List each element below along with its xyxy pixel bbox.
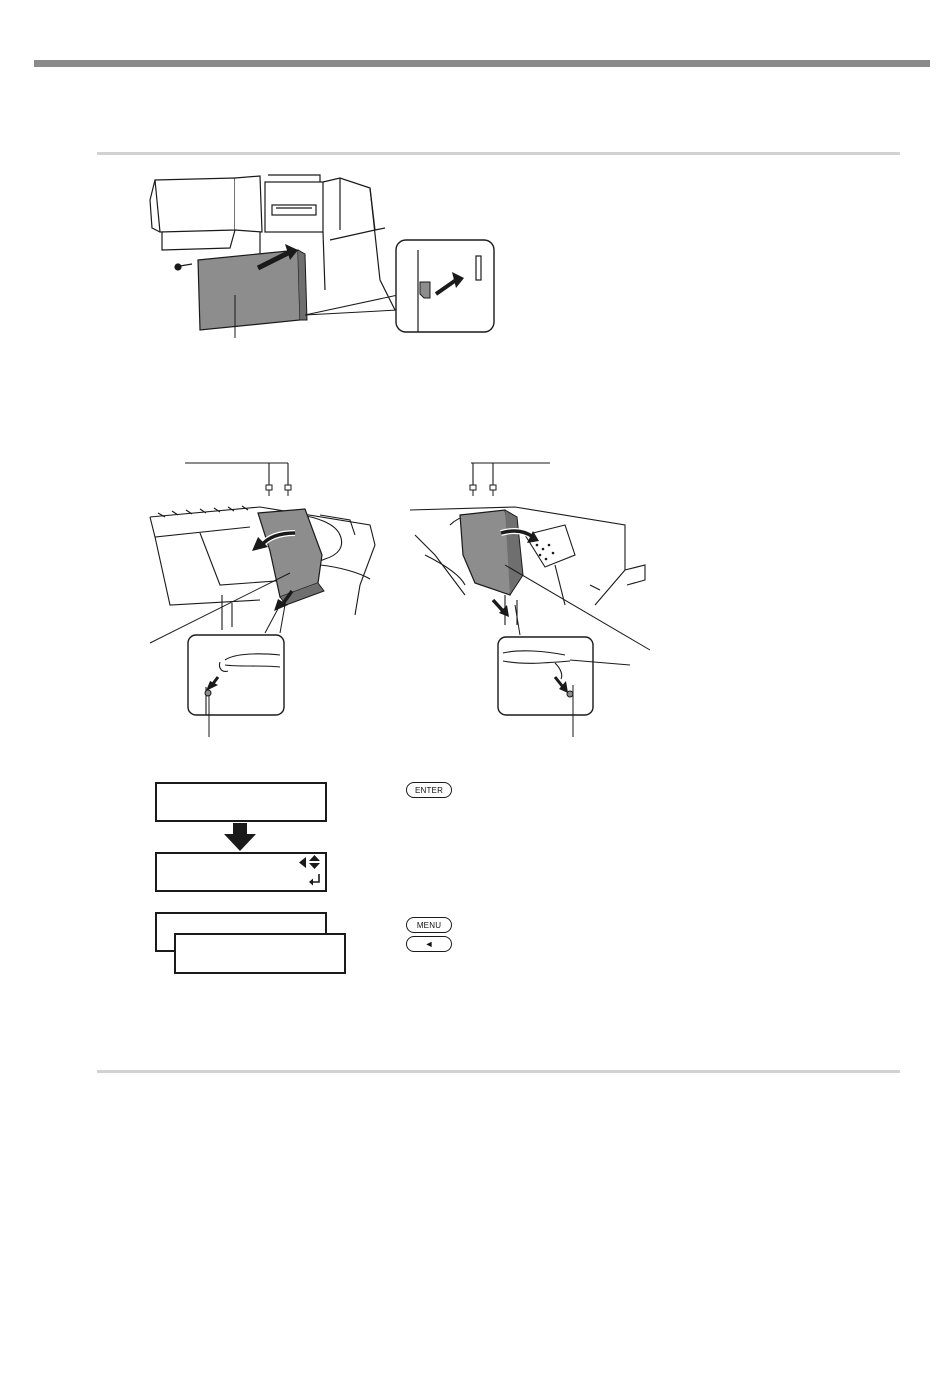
left-arrow-key-label: ◄ <box>424 939 434 949</box>
lcd-display-after <box>155 852 327 892</box>
left-side-cover-illustration <box>140 455 390 745</box>
header-bar <box>34 60 930 67</box>
enter-return-icon <box>309 874 321 886</box>
menu-key-label: MENU <box>416 920 442 930</box>
left-arrow-key-icon <box>406 936 452 952</box>
enter-key-icon <box>406 782 452 798</box>
lcd-display-front <box>174 933 346 974</box>
down-arrow-icon <box>222 823 258 853</box>
section-divider-bottom <box>97 1070 900 1073</box>
front-cover-illustration <box>140 170 500 345</box>
menu-key-icon <box>406 917 452 933</box>
section-divider-top <box>97 152 900 155</box>
enter-key-label: ENTER <box>414 785 444 795</box>
right-side-cover-illustration <box>405 455 655 745</box>
left-triangle-icon <box>299 857 306 868</box>
up-down-triangle-icon <box>309 855 320 869</box>
lcd-display-before <box>155 782 327 822</box>
